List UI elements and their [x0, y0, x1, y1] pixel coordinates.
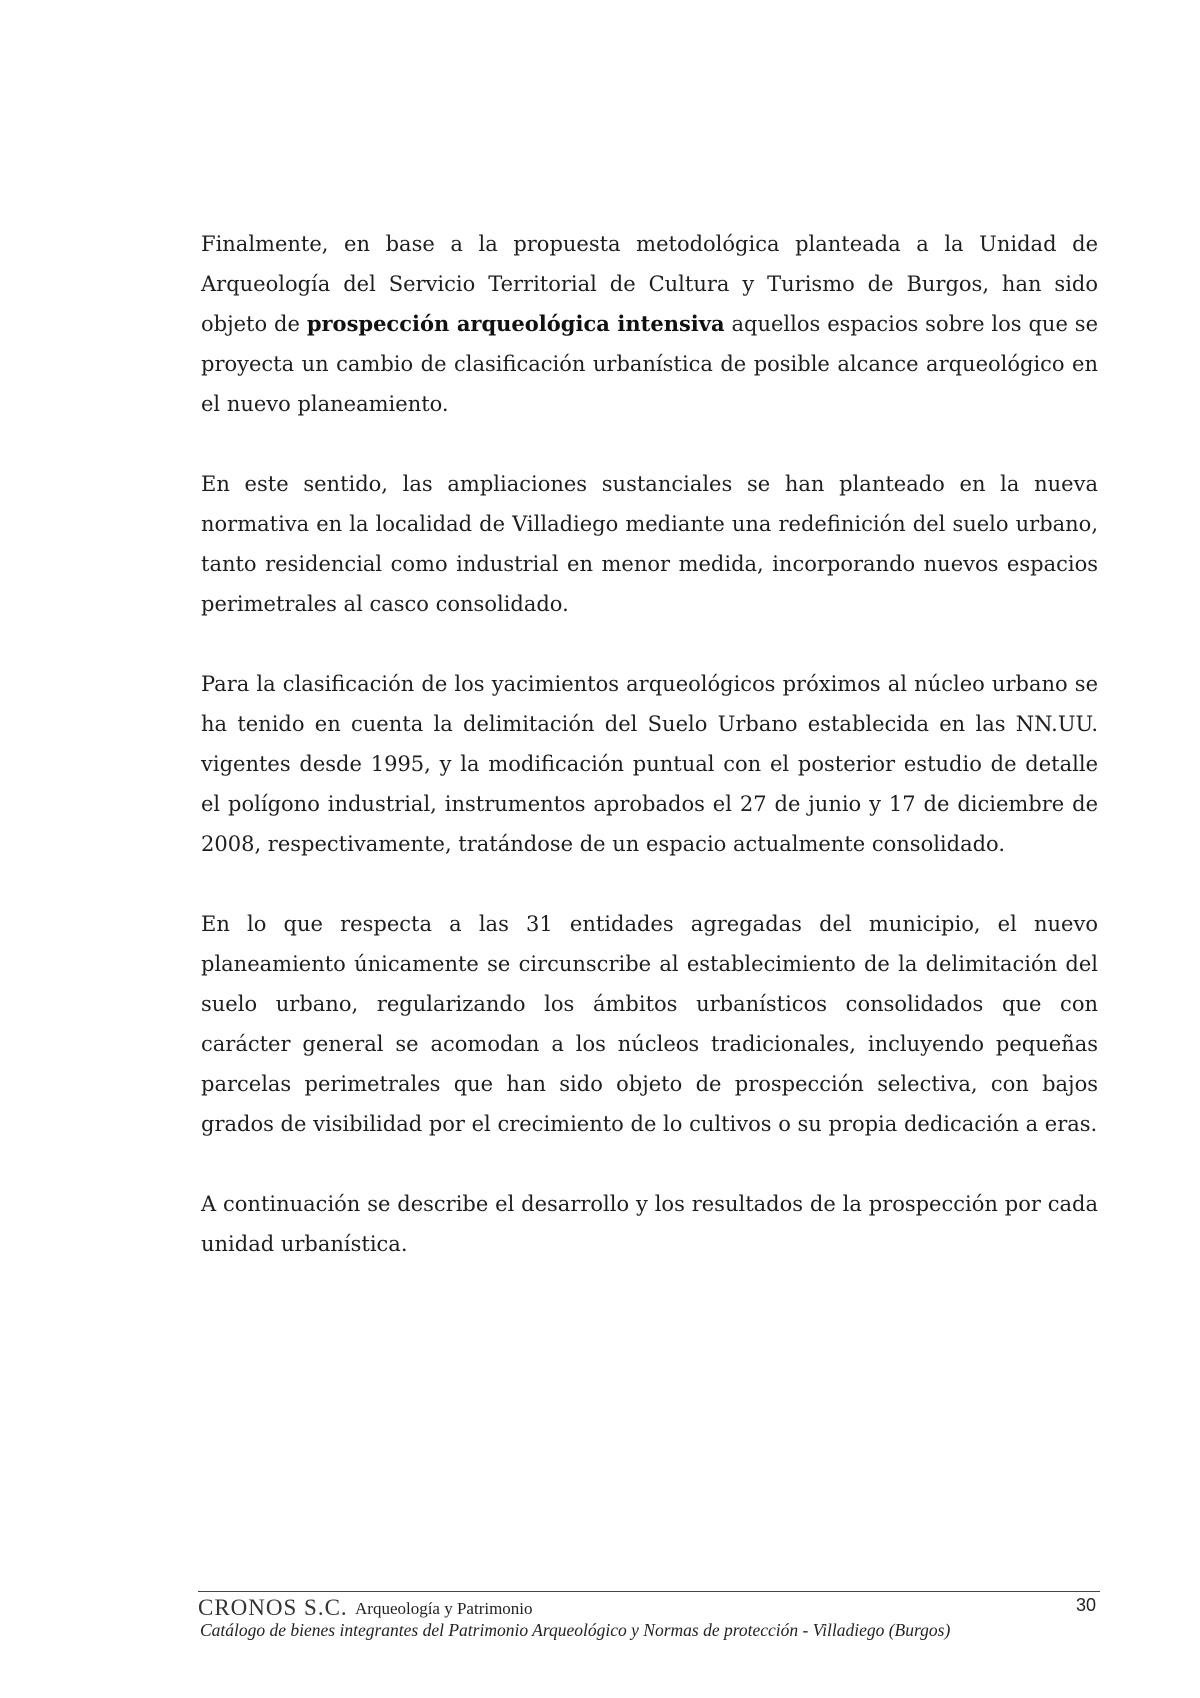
- paragraph-2: En este sentido, las ampliaciones sustanciales se han planteado en la nueva normativa en la localidad de Villadiego mediante una redefinición del suelo urbano, tanto residencial como industrial en menor medida, incorporando nuevos espacios perimetrales al casco consolidado.: [201, 472, 1098, 616]
- paragraph-1-text-before: Finalmente, en base a la propuesta metodológica planteada a la Unidad de Arqueología del Servicio Territorial de Cultura y Turismo de Burgos, han sido objeto de: [201, 232, 1098, 336]
- paragraph-3: Para la clasificación de los yacimientos arqueológicos próximos al núcleo urbano se ha tenido en cuenta la delimitación del Suelo Urbano establecida en las NN.UU. vigentes desde 1995, y la modificación puntual con el posterior estudio de detalle el polígono industrial, instrumentos aprobados el 27 de junio y 17 de diciembre de 2008, respectivamente, tratándose de un espacio actualmente consolidado.: [201, 672, 1098, 856]
- paragraph-1-text-after: aquellos espacios sobre los que se proyecta un cambio de clasificación urbanística de posible alcance arqueológico en el nuevo planeamiento.: [201, 312, 1098, 416]
- paragraph-4: En lo que respecta a las 31 entidades agregadas del municipio, el nuevo planeamiento únicamente se circunscribe al establecimiento de la delimitación del suelo urbano, regularizando los ámbitos urbanísticos consolidados que con carácter general se acomodan a los núcleos tradicionales, incluyendo pequeñas parcelas perimetrales que han sido objeto de prospección selectiva, con bajos grados de visibilidad por el crecimiento de lo cultivos o su propia dedicación a eras.: [201, 912, 1098, 1136]
- paragraph-1: [201, 224, 1098, 424]
- footer-document-title: Catálogo de bienes integrantes del Patrimonio Arqueológico y Normas de protección - Villadiego (Burgos): [200, 1620, 951, 1640]
- footer-header-row: [198, 1595, 1100, 1621]
- footer-brand-subtitle: Arqueología y Patrimonio: [355, 1599, 533, 1618]
- page-number: 30: [1075, 1595, 1096, 1615]
- footer-brand: CRONOS S.C.: [198, 1595, 348, 1620]
- body-text: [201, 224, 1098, 1304]
- footer-divider: [198, 1591, 1100, 1592]
- page-footer: [198, 1591, 1100, 1640]
- paragraph-1-bold-term: prospección arqueológica intensiva: [306, 311, 725, 336]
- paragraph-5: A continuación se describe el desarrollo y los resultados de la prospección por cada unidad urbanística.: [201, 1192, 1098, 1256]
